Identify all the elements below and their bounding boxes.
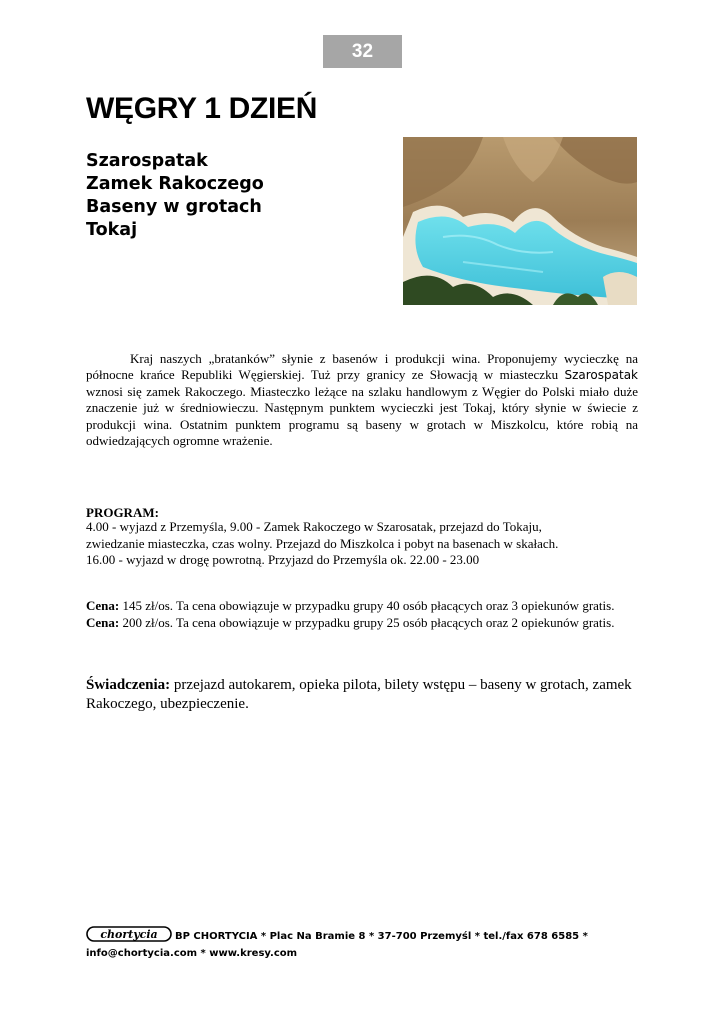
destination-item: Zamek Rakoczego bbox=[86, 174, 264, 194]
chortycia-logo-mark bbox=[86, 926, 172, 942]
services-text: przejazd autokarem, opieka pilota, bilety wstępu – baseny w grotach, zamek Rakoczego, ubezpieczenie. bbox=[86, 677, 632, 712]
program-line: zwiedzanie miasteczka, czas wolny. Przejazd do Miszkolca i pobyt na basenach w skałach. bbox=[86, 535, 559, 551]
footer-contact: BP CHORTYCIA * Plac Na Bramie 8 * 37-700 Przemyśl * tel./fax 678 6585 * info@chortycia.com * www.kresy.com bbox=[86, 931, 588, 959]
footer bbox=[86, 926, 646, 961]
destination-item: Szarospatak bbox=[86, 151, 208, 171]
destination-list bbox=[86, 150, 264, 242]
cave-pool-photo bbox=[403, 137, 637, 305]
page-number: 32 bbox=[351, 40, 374, 62]
program-line: 16.00 - wyjazd w drogę powrotną. Przyjazd do Przemyśla ok. 22.00 - 23.00 bbox=[86, 552, 480, 568]
price-item bbox=[86, 615, 666, 632]
intro-town: Szarospatak bbox=[564, 368, 638, 383]
program-list bbox=[86, 519, 646, 569]
services-label: Świadczenia: bbox=[86, 677, 171, 693]
intro-text-part2: wznosi się zamek Rakoczego. Miasteczko leżące na szlaku handlowym z Węgier do Polski miało duże znaczenie już w średniowieczu. Następnym punktem wycieczki jest Tokaj, który słynie w świecie z produkcji wina. Ostatnim punktem programu są baseny w grotach w Miszkolcu, które robią na odwiedzających ogromne wrażenie. bbox=[86, 383, 638, 449]
page-number-badge bbox=[323, 35, 402, 68]
intro-paragraph bbox=[86, 351, 638, 449]
cave-pool-illustration bbox=[403, 137, 637, 305]
chortycia-logo bbox=[86, 926, 172, 947]
price-text: 145 zł/os. Ta cena obowiązuje w przypadku grupy 40 osób płacących oraz 3 opiekunów gratis. bbox=[119, 598, 615, 613]
price-label: Cena: bbox=[86, 598, 120, 613]
price-item bbox=[86, 598, 666, 615]
destination-item: Baseny w grotach bbox=[86, 197, 262, 217]
page-title: WĘGRY 1 DZIEŃ bbox=[86, 92, 318, 125]
services-paragraph bbox=[86, 676, 646, 713]
logo-text: chortycia bbox=[100, 928, 158, 941]
intro-text-part1: Kraj naszych „bratanków” słynie z basenów i produkcji wina. Proponujemy wycieczkę na północne krańce Republiki Węgierskiej. Tuż przy granicy ze Słowacją w miasteczku bbox=[86, 351, 638, 383]
program-heading: PROGRAM: bbox=[86, 505, 159, 520]
destination-item: Tokaj bbox=[86, 220, 138, 240]
price-label: Cena: bbox=[86, 614, 120, 630]
program-line: 4.00 - wyjazd z Przemyśla, 9.00 - Zamek Rakoczego w Szarosatak, przejazd do Tokaju, bbox=[86, 519, 542, 534]
price-text: 200 zł/os. Ta cena obowiązuje w przypadku grupy 25 osób płacących oraz 2 opiekunów gratis. bbox=[119, 614, 615, 630]
price-list bbox=[86, 598, 666, 631]
